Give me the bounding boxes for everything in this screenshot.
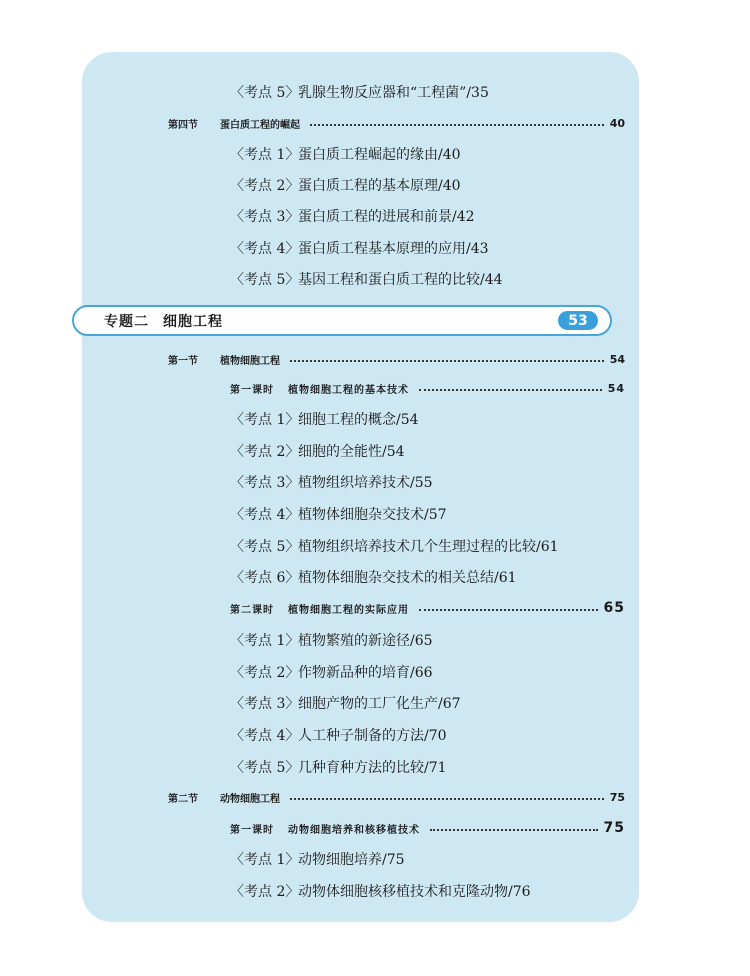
- kaodian-tag: 〈考点 2〉: [230, 665, 300, 681]
- leader-dots: [290, 798, 604, 800]
- leader-dots: [290, 360, 604, 362]
- page-number: 65: [603, 600, 625, 616]
- toc-entry[interactable]: [230, 409, 419, 429]
- kaodian-tag: 〈考点 5〉: [230, 539, 300, 555]
- entry-text: 乳腺生物反应器和“工程菌”/35: [298, 85, 489, 101]
- topic-header[interactable]: [72, 305, 612, 336]
- toc-entry[interactable]: [230, 472, 433, 492]
- leader-dots: [310, 124, 604, 126]
- entry-text: 蛋白质工程基本原理的应用/43: [298, 241, 489, 257]
- kaodian-tag: 〈考点 5〉: [230, 85, 300, 101]
- toc-entry[interactable]: [230, 144, 461, 164]
- entry-text: 细胞产物的工厂化生产/67: [298, 696, 461, 712]
- entry-text: 植物体细胞杂交技术的相关总结/61: [298, 570, 517, 586]
- leader-dots: [430, 829, 598, 831]
- kaodian-tag: 〈考点 4〉: [230, 241, 300, 257]
- kaodian-tag: 〈考点 2〉: [230, 884, 300, 900]
- entry-text: 细胞的全能性/54: [298, 444, 405, 460]
- leader-dots: [419, 609, 598, 611]
- kaodian-tag: 〈考点 4〉: [230, 728, 300, 744]
- toc-entry[interactable]: [230, 757, 447, 777]
- lesson-title: 植物细胞工程的实际应用: [288, 604, 409, 616]
- kaodian-tag: 〈考点 1〉: [230, 633, 300, 649]
- kaodian-tag: 〈考点 4〉: [230, 507, 300, 523]
- lesson-number: 第二课时: [230, 604, 274, 616]
- toc-entry[interactable]: [230, 238, 489, 258]
- kaodian-tag: 〈考点 1〉: [230, 147, 300, 163]
- topic-label: [104, 311, 223, 331]
- toc-entry[interactable]: [230, 693, 461, 713]
- toc-entry[interactable]: [230, 725, 447, 745]
- toc-entry[interactable]: [230, 849, 405, 869]
- toc-entry[interactable]: [230, 269, 503, 289]
- lesson-entry[interactable]: [230, 820, 625, 836]
- kaodian-tag: 〈考点 2〉: [230, 178, 300, 194]
- section-number: 第一节: [168, 355, 198, 367]
- kaodian-tag: 〈考点 2〉: [230, 444, 300, 460]
- lesson-title: 植物细胞工程的基本技术: [288, 384, 409, 396]
- entry-text: 动物细胞培养/75: [298, 852, 405, 868]
- toc-entry[interactable]: [230, 881, 531, 901]
- section-title: 动物细胞工程: [220, 793, 280, 805]
- entry-text: 植物繁殖的新途径/65: [298, 633, 433, 649]
- toc-entry[interactable]: [230, 206, 475, 226]
- kaodian-tag: 〈考点 5〉: [230, 272, 300, 288]
- entry-text: 植物组织培养技术/55: [298, 475, 433, 491]
- entry-text: 几种育种方法的比较/71: [298, 760, 447, 776]
- lesson-entry[interactable]: [230, 600, 625, 616]
- lesson-entry[interactable]: [230, 380, 625, 396]
- kaodian-tag: 〈考点 3〉: [230, 475, 300, 491]
- page-number: 54: [609, 352, 625, 366]
- leader-dots: [419, 389, 602, 391]
- page-number: 40: [609, 116, 625, 130]
- kaodian-tag: 〈考点 6〉: [230, 570, 300, 586]
- entry-text: 动物体细胞核移植技术和克隆动物/76: [298, 884, 531, 900]
- kaodian-tag: 〈考点 1〉: [230, 852, 300, 868]
- section-entry[interactable]: [168, 351, 625, 367]
- toc-entry[interactable]: [230, 441, 405, 461]
- kaodian-tag: 〈考点 5〉: [230, 760, 300, 776]
- lesson-number: 第一课时: [230, 384, 274, 396]
- section-title: 蛋白质工程的崛起: [220, 119, 300, 131]
- section-number: 第四节: [168, 119, 198, 131]
- kaodian-tag: 〈考点 3〉: [230, 696, 300, 712]
- section-entry[interactable]: [168, 115, 625, 131]
- toc-entry[interactable]: [230, 536, 559, 556]
- toc-entry[interactable]: [230, 567, 517, 587]
- entry-text: 蛋白质工程的基本原理/40: [298, 178, 461, 194]
- entry-text: 蛋白质工程崛起的缘由/40: [298, 147, 461, 163]
- page-number: 75: [609, 790, 625, 804]
- section-title: 植物细胞工程: [220, 355, 280, 367]
- topic-number: 专题二: [104, 313, 149, 330]
- entry-text: 细胞工程的概念/54: [298, 412, 419, 428]
- toc-entry[interactable]: [230, 504, 447, 524]
- entry-text: 蛋白质工程的进展和前景/42: [298, 209, 475, 225]
- page-number: 54: [607, 381, 625, 395]
- lesson-title: 动物细胞培养和核移植技术: [288, 824, 420, 836]
- entry-text: 基因工程和蛋白质工程的比较/44: [298, 272, 503, 288]
- lesson-number: 第一课时: [230, 824, 274, 836]
- page-number: 75: [603, 820, 625, 836]
- kaodian-tag: 〈考点 1〉: [230, 412, 300, 428]
- entry-text: 植物组织培养技术几个生理过程的比较/61: [298, 539, 559, 555]
- toc-entry[interactable]: [230, 82, 489, 102]
- toc-entry[interactable]: [230, 175, 461, 195]
- toc-entry[interactable]: [230, 630, 433, 650]
- entry-text: 植物体细胞杂交技术/57: [298, 507, 447, 523]
- toc-entry[interactable]: [230, 662, 433, 682]
- topic-title: 细胞工程: [163, 313, 223, 330]
- section-number: 第二节: [168, 793, 198, 805]
- entry-text: 作物新品种的培育/66: [298, 665, 433, 681]
- section-entry[interactable]: [168, 789, 625, 805]
- kaodian-tag: 〈考点 3〉: [230, 209, 300, 225]
- topic-page-badge: 53: [558, 311, 598, 330]
- entry-text: 人工种子制备的方法/70: [298, 728, 447, 744]
